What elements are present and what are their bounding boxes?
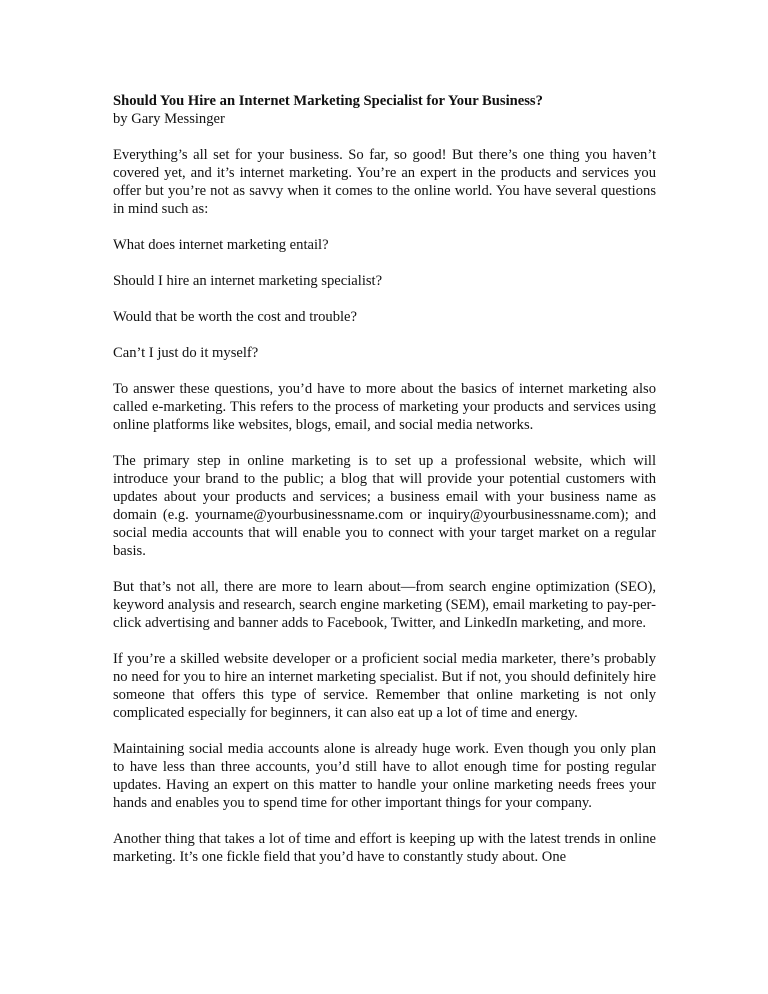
- paragraph-question-3: Would that be worth the cost and trouble?: [113, 309, 358, 325]
- document-byline: by Gary Messinger: [113, 111, 225, 127]
- paragraph-more-to-learn: But that’s not all, there are more to learn about—from search engine optimization (SEO), keyword analysis and research, search engine marketing (SEM), email marketing to pay-per-click advertising and banner adds to Facebook, Twitter, and LinkedIn marketing, and more.: [113, 579, 656, 631]
- document-body: [113, 146, 656, 866]
- paragraph-social-media: Maintaining social media accounts alone is already huge work. Even though you only plan to have less than three accounts, you’d still have to allot enough time for posting regular updates. Having an expert on this matter to handle your online marketing needs frees your hands and enables you to spend time for other important things for your company.: [113, 741, 656, 811]
- paragraph-intro: Everything’s all set for your business. So far, so good! But there’s one thing you haven’t covered yet, and it’s internet marketing. You’re an expert in the products and services you offer but you’re not as savvy when it comes to the online world. You have several questions in mind such as:: [113, 147, 656, 217]
- paragraph-latest-trends: Another thing that takes a lot of time and effort is keeping up with the latest trends in online marketing. It’s one fickle field that you’d have to constantly study about. One: [113, 831, 656, 865]
- paragraph-primary-step: The primary step in online marketing is to set up a professional website, which will introduce your brand to the public; a blog that will provide your potential customers with updates about your products and services; a business email with your business name as domain (e.g. yourname@yourbusinessname.com or inquiry@yourbusinessname.com); and social media accounts that will enable you to connect with your target market on a regular basis.: [113, 453, 656, 559]
- document-page: [113, 92, 656, 866]
- paragraph-skilled-developer: If you’re a skilled website developer or a proficient social media marketer, there’s probably no need for you to hire an internet marketing specialist. But if not, you should definitely hire someone that offers this type of service. Remember that online marketing is not only complicated especially for beginners, it can also eat up a lot of time and energy.: [113, 651, 656, 721]
- document-title: Should You Hire an Internet Marketing Specialist for Your Business?: [113, 93, 543, 109]
- paragraph-basics: To answer these questions, you’d have to more about the basics of internet marketing also called e-marketing. This refers to the process of marketing your products and services using online platforms like websites, blogs, email, and social media networks.: [113, 381, 656, 433]
- paragraph-question-1: What does internet marketing entail?: [113, 237, 329, 253]
- paragraph-question-2: Should I hire an internet marketing specialist?: [113, 273, 383, 289]
- paragraph-question-4: Can’t I just do it myself?: [113, 345, 259, 361]
